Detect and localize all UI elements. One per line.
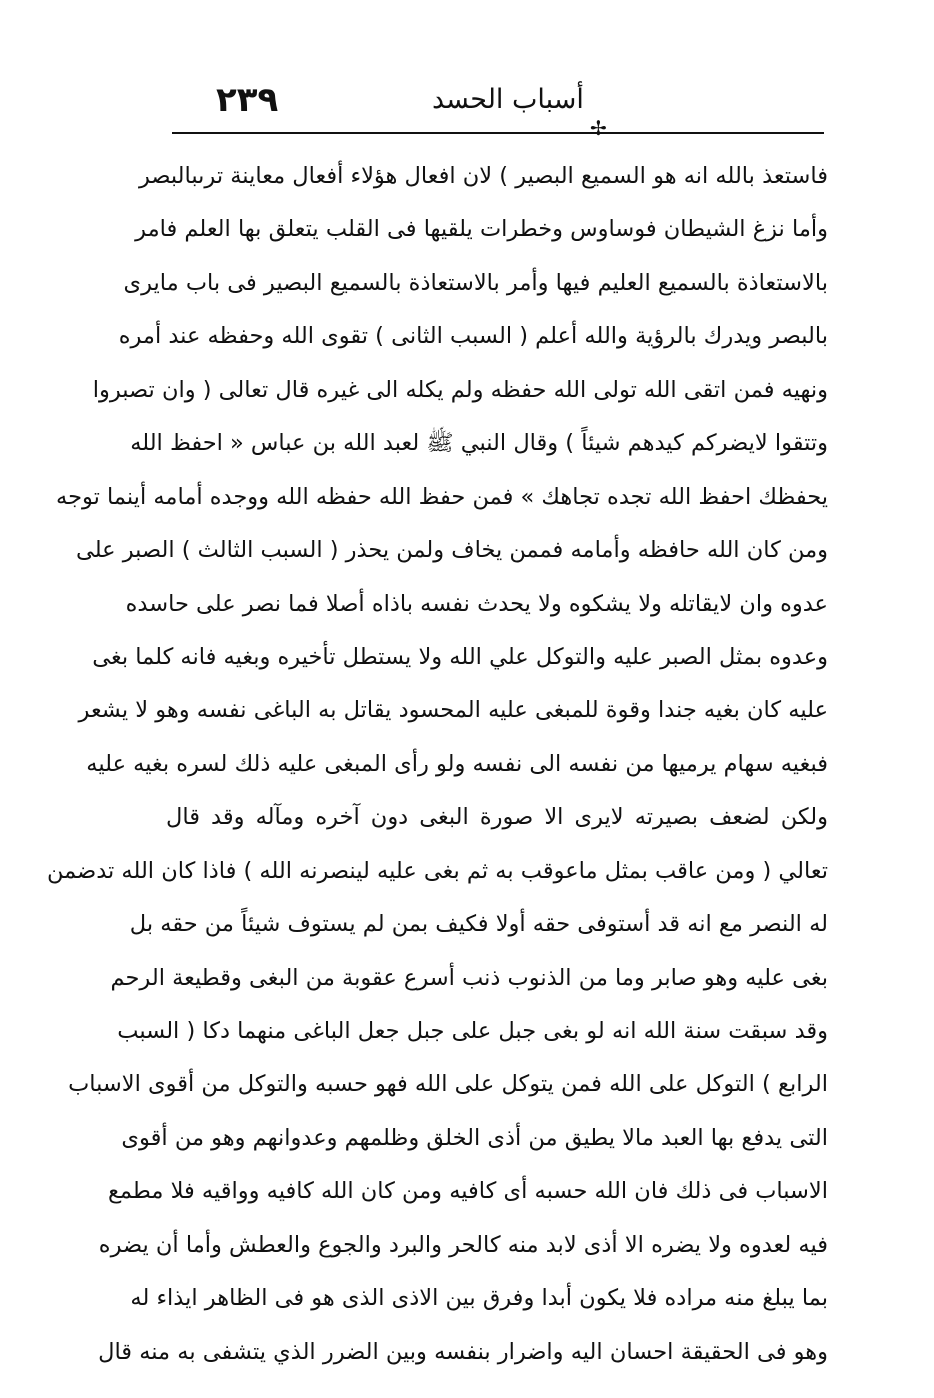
text-line: بالاستعاذة بالسميع العليم فيها وأمر بالاستعاذة بالسميع البصير فى باب مايرى [123, 269, 828, 296]
text-line: التى يدفع بها العبد مالا يطيق من أذى الخلق وظلمهم وعدوانهم وهو من أقوى [121, 1124, 828, 1151]
page-number: ٢٣٩ [216, 80, 279, 120]
text-line: وهو فى الحقيقة احسان اليه واضرار بنفسه وبين الضرر الذي يتشفى به منه قال [98, 1338, 828, 1365]
text-line: له النصر مع انه قد أستوفى حقه أولا فكيف بمن لم يستوف شيئاً من حقه بل [129, 911, 828, 938]
text-line: بالبصر ويدرك بالرؤية والله أعلم ( السبب الثانى ) تقوى الله وحفظه عند أمره [118, 323, 828, 350]
running-title: أسباب الحسد [432, 84, 584, 115]
text-line: عليه كان بغيه جندا وقوة للمبغى عليه المحسود يقاتل به الباغى نفسه وهو لا يشعر [78, 697, 828, 724]
text-line: الاسباب فى ذلك فان الله حسبه أى كافيه ومن كان الله كافيه وواقيه فلا مطمع [107, 1178, 828, 1205]
body-text [46, 150, 828, 1379]
text-line: بغى عليه وهو صابر وما من الذنوب ذنب أسرع عقوبة من البغى وقطيعة الرحم [110, 964, 828, 991]
text-line: ولكن لضعف بصيرته لايرى الا صورة البغى دون آخره ومآله وقد قال [166, 804, 828, 831]
text-line: تعالي ( ومن عاقب بمثل ماعوقب به ثم بغى عليه لينصرنه الله ) فاذا كان الله تدضمن [46, 857, 828, 884]
text-line: وعدوه بمثل الصبر عليه والتوكل علي الله ولا يستطل تأخيره وبغيه فانه كلما بغى [92, 643, 828, 670]
ornament-icon: ✢ [590, 116, 607, 140]
page-header [172, 78, 822, 130]
text-line: يحفظك احفظ الله تجده تجاهك » فمن حفظ الله حفظه الله ووجده أمامه أينما توجه [56, 483, 828, 510]
text-line: ونهيه فمن اتقى الله تولى الله حفظه ولم يكله الى غيره قال تعالى ( وان تصبروا [92, 376, 828, 403]
text-line: فيه لعدوه ولا يضره الا أذى لابد منه كالحر والبرد والجوع والعطش وأما أن يضره [98, 1231, 828, 1258]
text-line: فبغيه سهام يرميها من نفسه الى نفسه ولو رأى المبغى عليه ذلك لسره بغيه عليه [86, 750, 828, 777]
text-line: بما يبلغ منه مراده فلا يكون أبدا وفرق بين الاذى الذى هو فى الظاهر ايذاء له [130, 1285, 828, 1312]
text-line: وأما نزغ الشيطان فوساوس وخطرات يلقيها فى القلب يتعلق بها العلم فامر [135, 216, 828, 243]
text-line: وتتقوا لايضركم كيدهم شيئاً ) وقال النبي ﷺ لعبد الله بن عباس « احفظ الله [130, 430, 828, 457]
text-line: فاستعذ بالله انه هو السميع البصير ) لان افعال هؤلاء أفعال معاينة ترىبالبصر [138, 163, 828, 189]
header-divider [172, 132, 824, 134]
text-line: عدوه وان لايقاتله ولا يشكوه ولا يحدث نفسه باذاه أصلا فما نصر على حاسده [125, 590, 828, 617]
text-line: ومن كان الله حافظه وأمامه فممن يخاف ولمن يحذر ( السبب الثالث ) الصبر على [75, 537, 828, 564]
text-line: وقد سبقت سنة الله انه لو بغى جبل على جبل جعل الباغى منهما دكا ( السبب [117, 1018, 828, 1044]
text-line: الرابع ) التوكل على الله فمن يتوكل على الله فهو حسبه والتوكل من أقوى الاسباب [68, 1071, 828, 1098]
